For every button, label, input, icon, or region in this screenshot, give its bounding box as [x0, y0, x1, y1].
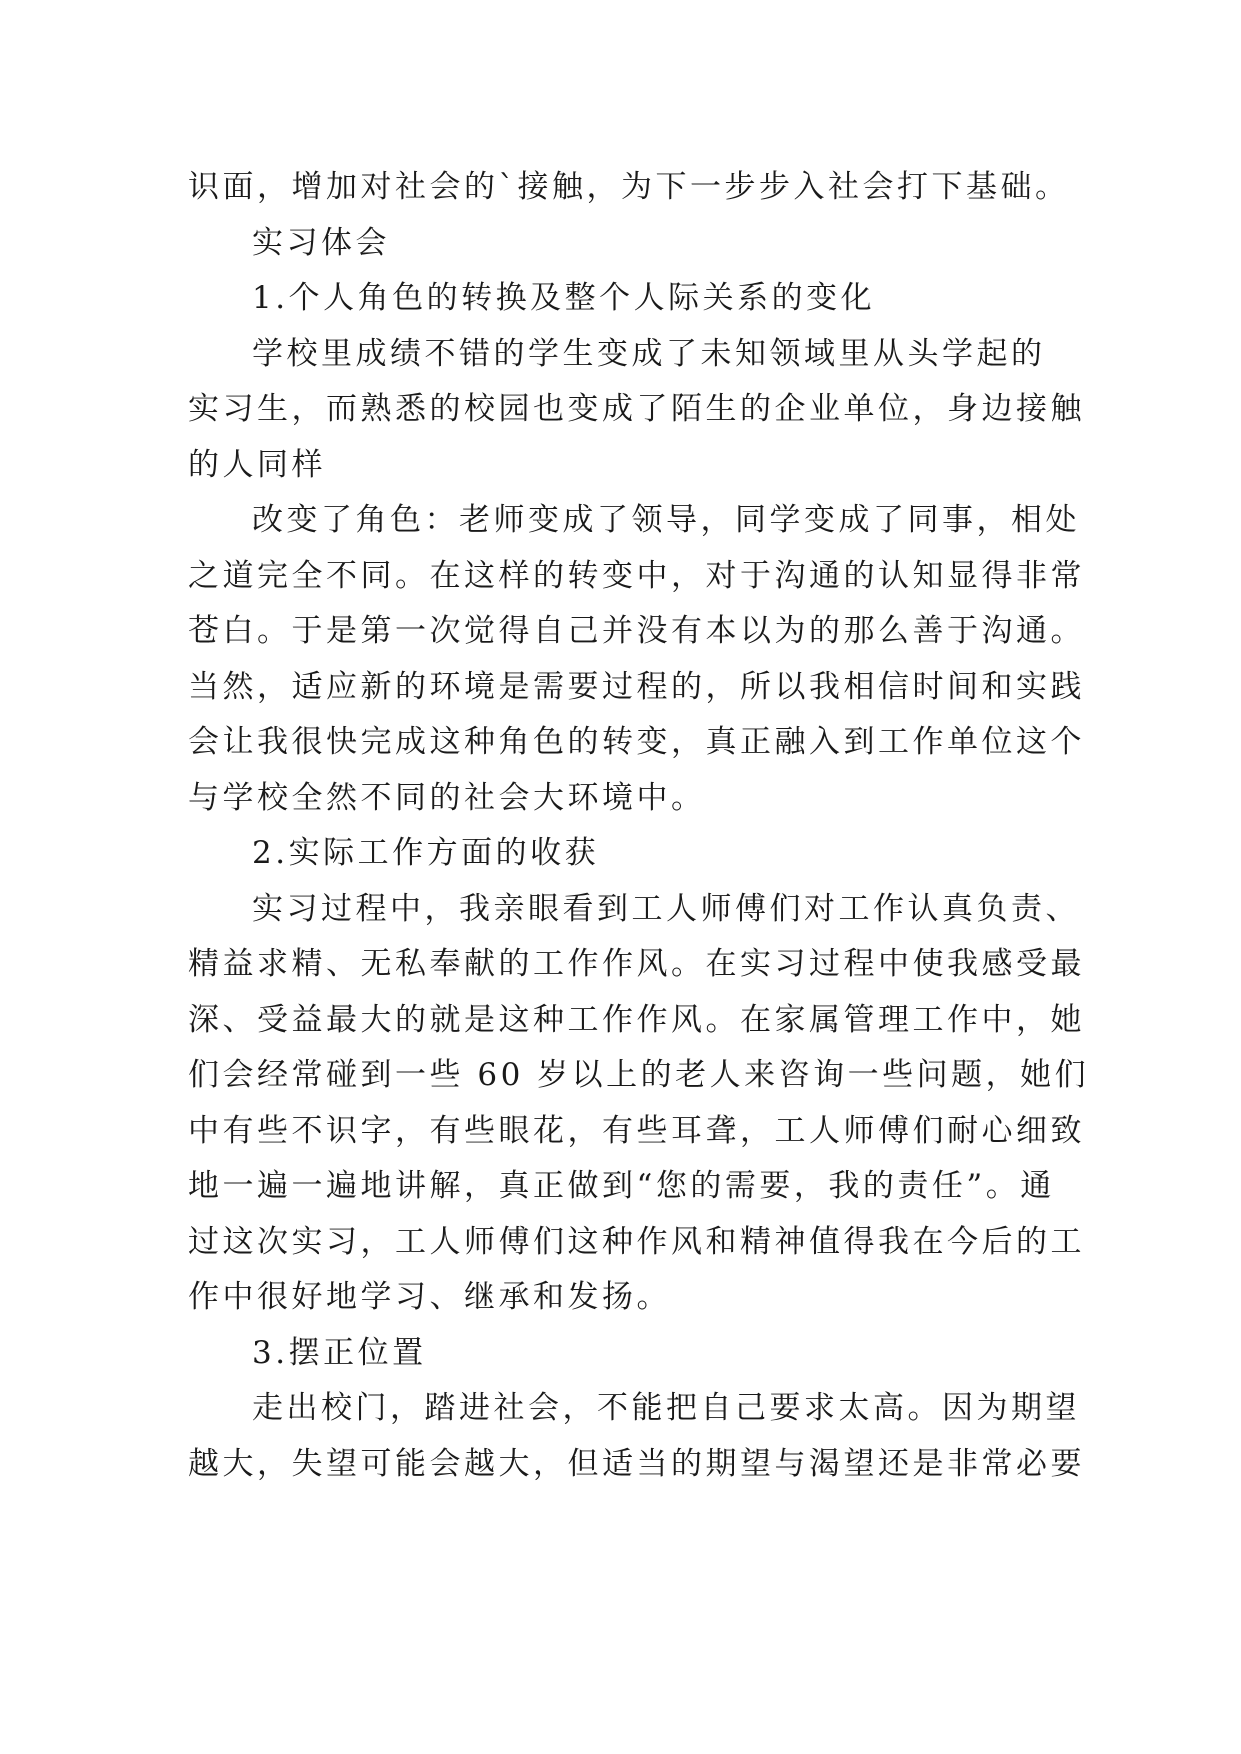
document-body	[188, 160, 1090, 1492]
text-line: 精益求精、无私奉献的工作作风。在实习过程中使我感受最	[188, 946, 1085, 982]
text-line: 当然，适应新的环境是需要过程的，所以我相信时间和实践	[188, 668, 1085, 705]
text-line: 过这次实习，工人师傅们这种作风和精神值得我在今后的工	[188, 1223, 1085, 1260]
text-line: 苍白。于是第一次觉得自己并没有本以为的那么善于沟通。	[188, 613, 1085, 649]
text-line: 们会经常碰到一些 60 岁以上的老人来咨询一些问题，她们	[188, 1057, 1090, 1093]
text-line: 学校里成绩不错的学生变成了未知领域里从头学起的	[252, 335, 1046, 372]
text-line: 实习过程中，我亲眼看到工人师傅们对工作认真负责、	[252, 890, 1080, 927]
text-line: 实习生，而熟悉的校园也变成了陌生的企业单位，身边接触	[188, 391, 1085, 427]
subsection-heading: 1.个人角色的转换及整个人际关系的变化	[252, 280, 876, 316]
text-line: 改变了角色：老师变成了领导，同学变成了同事，相处	[252, 502, 1080, 538]
text-line: 越大，失望可能会越大，但适当的期望与渴望还是非常必要	[188, 1445, 1085, 1482]
subsection-heading: 3.摆正位置	[252, 1334, 427, 1371]
text-line: 中有些不识字，有些眼花，有些耳聋，工人师傅们耐心细致	[188, 1112, 1085, 1149]
subsection-heading: 2.实际工作方面的收获	[252, 835, 600, 871]
text-line: 会让我很快完成这种角色的转变，真正融入到工作单位这个	[188, 724, 1085, 760]
text-line: 识面，增加对社会的`接触，为下一步步入社会打下基础。	[188, 169, 1070, 205]
text-line: 走出校门，踏进社会，不能把自己要求太高。因为期望	[252, 1390, 1080, 1426]
text-line: 之道完全不同。在这样的转变中，对于沟通的认知显得非常	[188, 557, 1085, 594]
text-line: 作中很好地学习、继承和发扬。	[188, 1279, 671, 1315]
text-line: 的人同样	[188, 446, 326, 483]
text-line: 与学校全然不同的社会大环境中。	[188, 779, 706, 816]
section-heading: 实习体会	[252, 224, 390, 261]
text-line: 深、受益最大的就是这种工作作风。在家属管理工作中，她	[188, 1001, 1085, 1038]
text-line: 地一遍一遍地讲解，真正做到“您的需要，我的责任”。通	[188, 1168, 1055, 1204]
